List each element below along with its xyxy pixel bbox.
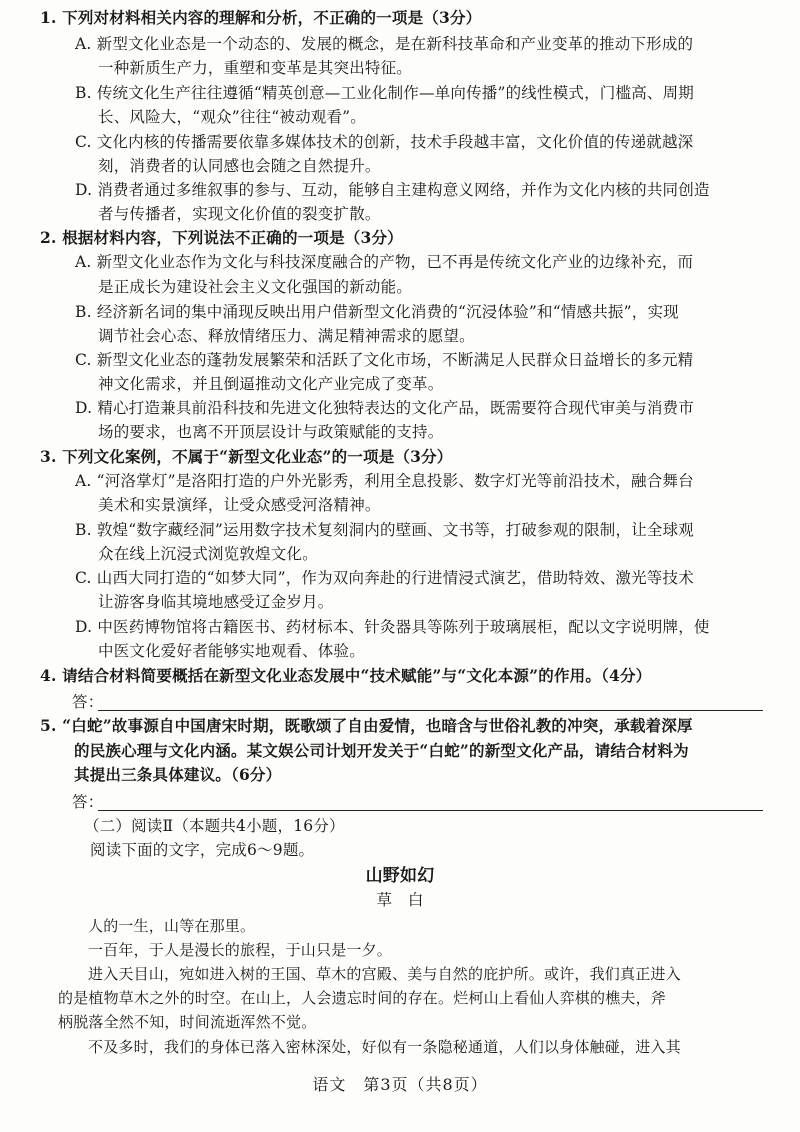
question-4-answer-label: 答： <box>72 693 104 711</box>
article-title: 山野如幻 <box>365 866 435 886</box>
question-3-option-b: B. 敦煌“数字藏经洞”运用数字技术复刻洞内的壁画、文书等，打破参观的限制，让全球观 <box>75 521 694 539</box>
question-2-option-c-cont: 神文化需求，并且倒逼推动文化产业完成了变革。 <box>98 375 444 393</box>
question-2-option-d-cont: 场的要求，也离不开顶层设计与政策赋能的支持。 <box>98 423 444 441</box>
article-paragraph-1: 人的一生，山等在那里。 <box>88 917 256 935</box>
question-1-stem: 1. 下列对材料相关内容的理解和分析，不正确的一项是（3分） <box>40 8 482 27</box>
article-author: 草 白 <box>376 891 424 909</box>
question-1-option-a-cont: 一种新质生产力，重塑和变革是其突出特征。 <box>98 59 413 77</box>
question-2-option-a-cont: 是正成长为建设社会主义文化强国的新动能。 <box>98 278 413 296</box>
question-2-option-b: B. 经济新名词的集中涌现反映出用户借新型文化消费的“沉浸体验”和“情感共振”，实现 <box>75 303 679 321</box>
question-5-stem-line-2: 的民族心理与文化内涵。某文娱公司计划开发关于“白蛇”的新型文化产品，请结合材料为 <box>74 741 689 760</box>
question-1-option-c-cont: 刻，消费者的认同感也会随之自然提升。 <box>98 157 381 175</box>
question-5-stem-line-1: 5. “白蛇”故事源自中国唐宋时期，既歌颂了自由爱情，也暗含与世俗礼教的冲突，承载着深厚 <box>40 716 693 735</box>
section-instruction: 阅读下面的文字，完成6～9题。 <box>90 841 315 859</box>
question-3-option-d-cont: 中医文化爱好者能够实地观看、体验。 <box>98 642 365 660</box>
question-2-stem: 2. 根据材料内容，下列说法不正确的一项是（3分） <box>40 228 403 247</box>
question-1-option-b-cont: 长、风险大，“观众”往往“被动观看”。 <box>98 108 366 126</box>
section-heading: （二）阅读Ⅱ（本题共4小题，16分） <box>84 817 345 835</box>
question-1-option-d-cont: 者与传播者，实现文化价值的裂变扩散。 <box>98 205 381 223</box>
question-2-option-c: C. 新型文化业态的蓬勃发展繁荣和活跃了文化市场，不断满足人民群众日益增长的多元精 <box>75 351 694 369</box>
question-4-stem: 4. 请结合材料简要概括在新型文化业态发展中“技术赋能”与“文化本源”的作用。（4分） <box>40 666 652 685</box>
question-5-answer-line[interactable] <box>98 810 763 811</box>
question-2-option-b-cont: 调节社会心态、释放情绪压力、满足精神需求的愿望。 <box>98 327 475 345</box>
question-1-option-b: B. 传统文化生产往往遵循“精英创意—工业化制作—单向传播”的线性模式，门槛高、周期 <box>75 84 694 102</box>
question-3-stem: 3. 下列文化案例，不属于“新型文化业态”的一项是（3分） <box>40 447 453 466</box>
article-paragraph-3-line-2: 的是植物草木之外的时空。在山上，人会遗忘时间的存在。烂柯山上看仙人弈棋的樵夫，斧 <box>58 989 667 1007</box>
article-paragraph-3-line-1: 进入天目山，宛如进入树的王国、草木的宫殿、美与自然的庇护所。或许，我们真正进入 <box>88 965 681 983</box>
question-3-option-b-cont: 众在线上沉浸式浏览敦煌文化。 <box>98 545 318 563</box>
question-1-option-c: C. 文化内核的传播需要依靠多媒体技术的创新，技术手段越丰富，文化价值的传递就越深 <box>75 133 694 151</box>
article-paragraph-3-line-3: 柄脱落全然不知，时间流逝浑然不觉。 <box>58 1013 317 1031</box>
question-5-stem-line-3: 其提出三条具体建议。（6分） <box>74 765 282 784</box>
question-2-option-a: A. 新型文化业态作为文化与科技深度融合的产物，已不再是传统文化产业的边缘补充，而 <box>75 253 694 271</box>
page-footer: 语文 第3页（共8页） <box>312 1075 488 1094</box>
question-3-option-a: A. “河洛掌灯”是洛阳打造的户外光影秀，利用全息投影、数字灯光等前沿技术，融合舞台 <box>75 472 694 490</box>
question-3-option-c: C. 山西大同打造的“如梦大同”，作为双向奔赴的行进情浸式演艺，借助特效、激光等技术 <box>75 569 694 587</box>
question-3-option-c-cont: 让游客身临其境地感受辽金岁月。 <box>98 593 334 611</box>
question-1-option-d: D. 消费者通过多维叙事的参与、互动，能够自主建构意义网络，并作为文化内核的共同创造 <box>75 181 710 199</box>
article-paragraph-4-line-1: 不及多时，我们的身体已落入密林深处，好似有一条隐秘通道，人们以身体触碰，进入其 <box>88 1038 681 1056</box>
question-3-option-a-cont: 美术和实景演绎，让受众感受河洛精神。 <box>98 496 381 514</box>
question-1-option-a: A. 新型文化业态是一个动态的、发展的概念，是在新科技革命和产业变革的推动下形成的 <box>75 35 694 53</box>
question-4-answer-line[interactable] <box>98 710 763 711</box>
question-2-option-d: D. 精心打造兼具前沿科技和先进文化独特表达的文化产品，既需要符合现代审美与消费市 <box>75 399 694 417</box>
question-5-answer-label: 答： <box>72 793 104 811</box>
article-paragraph-2: 一百年，于人是漫长的旅程，于山只是一夕。 <box>88 941 393 959</box>
question-3-option-d: D. 中医药博物馆将古籍医书、药材标本、针灸器具等陈列于玻璃展柜，配以文字说明牌，使 <box>75 618 710 636</box>
